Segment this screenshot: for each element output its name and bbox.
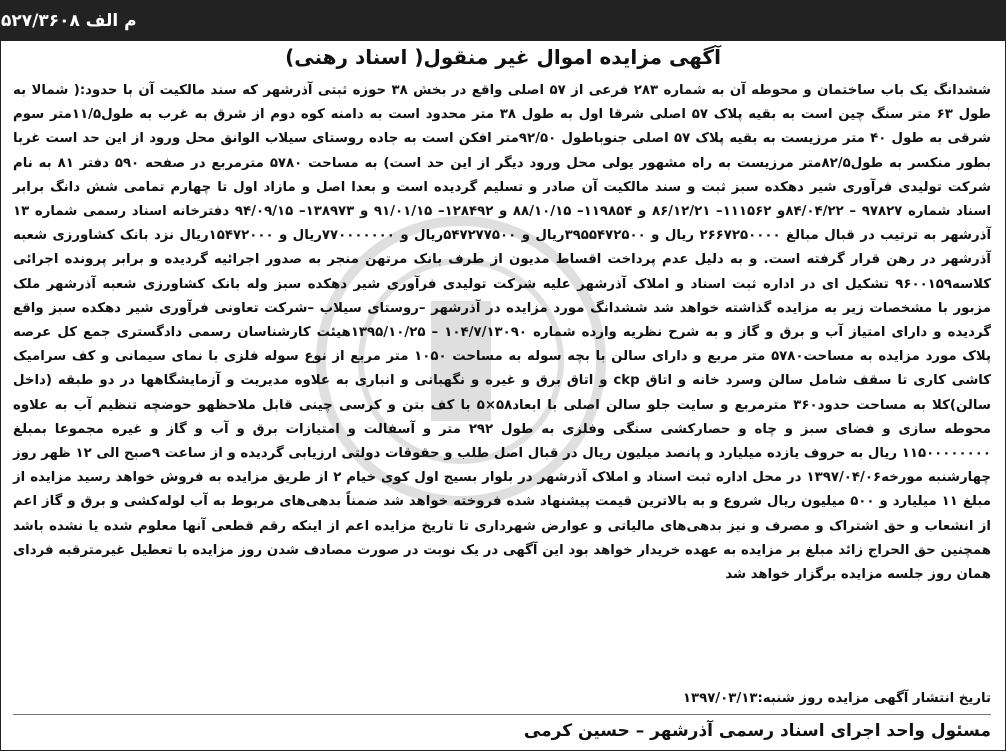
divider bbox=[13, 714, 991, 715]
notice-body bbox=[13, 79, 991, 587]
notice-title: آگهی مزایده اموال غیر منقول( اسناد رهنی) bbox=[285, 45, 721, 69]
notice-body-text: ششدانگ یک باب ساختمان و محوطه آن به شماره ۲۸۳ فرعی از ۵۷ اصلی واقع در بخش ۳۸ حوزه ثبتی آذرشهر که سند مالکیت آن با حدود:( شمالا به طول ۶۳ متر سنگ چین است به بقیه پلاک ۵۷ اصلی شرقا اول به طول ۳۸ متر محدود است به دامنه کوه دوم از شرق به غرب به طول۱۱/۵متر سوم شرقی به طول ۴۰ متر مرزیست به بقیه پلاک ۵۷ اصلی جنوباطول ۹۲/۵۰متر افکن است به جاده روستای سیلاب الوانق محل ورود از این حد است غربا بطور منکسر به طول۸۲/۵متر مرزیست به راه مشهور یولی محل ورود دیگر از این حد است) به مساحت ۵۷۸۰ مترمربع در صفحه ۵۹۰ دفتر ۸۱ به نام شرکت تولیدی فرآوری شیر دهکده سبز ثبت و سند مالکیت آن صادر و تسلیم گردیده است و بعدا اصل و مازاد اول تا چهارم تمامی شش دانگ برابر اسناد شماره ۹۷۸۲۷ – ۸۴/۰۴/۲۲و ۱۱۱۵۶۲– ۸۶/۱۲/۲۱ و ۱۱۹۸۵۴– ۸۸/۱۰/۱۵ و ۱۲۸۴۹۲– ۹۱/۰۱/۱۵ و ۱۳۸۹۷۳– ۹۴/۰۹/۱۵ دفترخانه اسناد رسمی شماره ۱۳ آذرشهر به ترتیب در قبال مبالغ ۲۶۶۷۲۵۰۰۰۰ ریال و ۳۹۵۵۴۷۲۵۰۰ریال و ۵۴۷۲۷۷۵۰۰ریال و ۷۷۰۰۰۰۰۰۰ریال و ۱۵۴۷۲۰۰۰ریال نزد بانک کشاورزی شعبه آذرشهر در رهن قرار گرفته است. و به دلیل عدم پرداخت اقساط مدیون از طرف بانک مرتهن منجر به صدور اجرائیه گردیده و برابر پرونده اجرائی کلاسه۹۶۰۰۱۵۹ تشکیل ای در اداره ثبت اسناد و املاک آذرشهر علیه شرکت تولیدی فرآوری شیر دهکده سبز وله بانک کشاورزی شعبه آذرشهر ملک مزبور با مشخصات زیر به مزایده گذاشته خواهد شد ششدانگ مورد مزایده در آذرشهر –روستای سیلاب –شرکت تعاونی فرآوری شیر دهکده سبز واقع گردیده و دارای امتیاز آب و برق و گاز و به شرح نظریه وارده شماره ۱۰۴/۷/۱۳۰۹۰ – ۱۳۹۵/۱۰/۲۵هیئت کارشناسان رسمی دادگستری جمع کل عرصه پلاک مورد مزایده به مساحت۵۷۸۰ متر مربع و دارای سالن با بچه سوله به مساحت ۱۰۵۰ متر مربع از نوع سوله فلزی با نمای سیمانی و کف سرامیک کاشی کاری تا سقف شامل سالن وسرد خانه و اتاق ckp و اتاق برق و غیره و نگهبانی و انباری به علاوه مدیریت و آزمایشگاهها در دو طبقه (داخل سالن)کلا به مساحت حدود۳۶۰ مترمربع و سایت جلو سالن اصلی با ابعاد۵۸×۵ با کف بتن و کرسی چینی قابل ملاحظهو حوضچه تنظیم آب به علاوه محوطه سازی و فضای سبز و چاه و حصارکشی سنگی وفلزی به طول ۲۹۲ متر و آسفالت و امتیازات برق و آب و گاز و غیره مجموعا بمبلغ ۱۱۵۰۰۰۰۰۰۰۰ ریال به حروف یازده میلیارد و پانصد میلیون ریال در قبال اصل طلب و حقوقات دولتی ارزیابی گردیده و از ساعت ۹صبح الی ۱۲ ظهر روز چهارشنبه مورخه۱۳۹۷/۰۴/۰۶ در محل اداره ثبت اسناد و املاک آذرشهر در بلوار بسیج اول کوی خیام ۲ از طریق مزایده به فروش خواهد رسید مزایده از مبلغ ۱۱ میلیارد و ۵۰۰ میلیون ریال شروع و به بالاترین قیمت پیشنهاد شده فروخته خواهد شد ضمناً بدهی‌های مربوط به آب لوله‌کشی و برق و گاز اعم از انشعاب و حق اشتراک و مصرف و نیز بدهی‌های مالیاتی و عوارض شهرداری تا تاریخ مزایده اعم از اینکه رقم قطعی آنها معلوم شده یا نشده باشد همچنین حق الحراج زائد مبلغ بر مزایده به عهده خریدار خواهد بود این آگهی در یک نوبت در صورت مصادف شدن روز مزایده با تعطیل غیرمترقبه فردای همان روز جلسه مزایده برگزار خواهد شد bbox=[13, 83, 992, 583]
signature: مسئول واحد اجرای اسناد رسمی آذرشهر – حسین کرمی bbox=[523, 721, 991, 741]
reference-banner bbox=[1, 1, 1005, 41]
reference-number: م الف ۵۲۷/۳۶۰۸ bbox=[1, 11, 137, 31]
publish-date: تاریخ انتشار آگهی مزایده روز شنبه:۱۳۹۷/۰۳/۱۳ bbox=[682, 691, 991, 706]
